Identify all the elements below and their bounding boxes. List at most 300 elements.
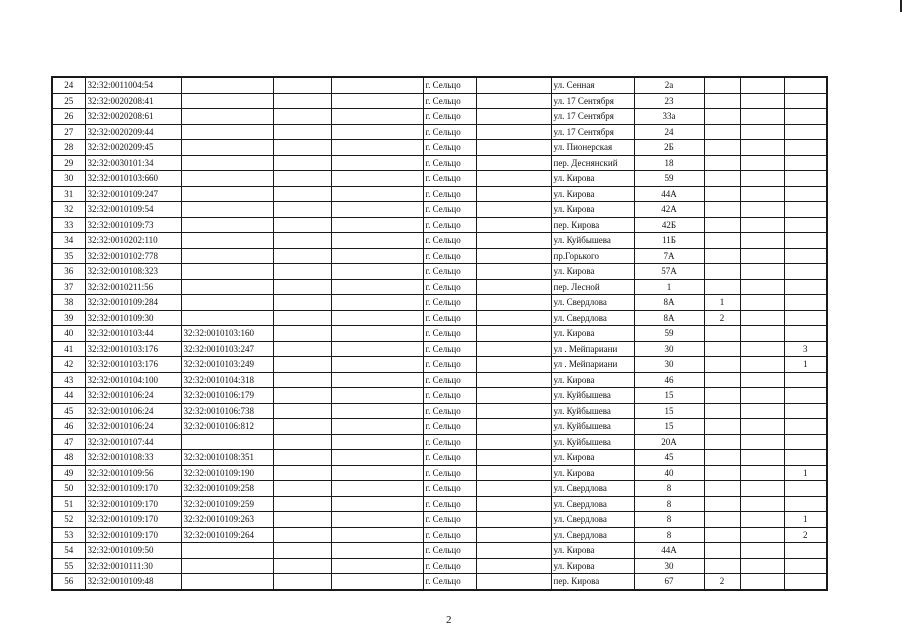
row-number-cell: 24 [52,77,85,93]
building-cell [704,248,740,264]
street-cell: ул. Кирова [551,264,634,280]
unit-cell [740,419,784,435]
table-row [52,388,827,404]
apartment-cell: 1 [784,465,827,481]
cadastral-number-cell: 32:32:0010103:44 [85,326,181,342]
apartment-cell [784,372,827,388]
city-cell: г. Сельцо [423,326,476,342]
table-row [52,341,827,357]
empty-cell [331,419,423,435]
street-cell: ул. Кирова [551,202,634,218]
empty-cell [273,326,331,342]
city-cell: г. Сельцо [423,574,476,590]
cadastral-number-2-cell: 32:32:0010108:351 [181,450,273,466]
street-cell: ул. Сенная [551,77,634,93]
empty-cell [476,558,551,574]
empty-cell [273,450,331,466]
unit-cell [740,295,784,311]
street-cell: ул. Пионерская [551,140,634,156]
empty-cell [331,93,423,109]
city-cell: г. Сельцо [423,202,476,218]
table-row [52,233,827,249]
empty-cell [331,403,423,419]
empty-cell [273,357,331,373]
unit-cell [740,434,784,450]
empty-cell [273,310,331,326]
table-row [52,465,827,481]
building-cell [704,264,740,280]
cadastral-number-2-cell [181,186,273,202]
apartment-cell [784,248,827,264]
empty-cell [273,558,331,574]
street-cell: пр.Горького [551,248,634,264]
row-number-cell: 39 [52,310,85,326]
cadastral-number-2-cell [181,77,273,93]
empty-cell [476,434,551,450]
city-cell: г. Сельцо [423,403,476,419]
row-number-cell: 34 [52,233,85,249]
empty-cell [476,77,551,93]
row-number-cell: 40 [52,326,85,342]
building-cell [704,465,740,481]
unit-cell [740,543,784,559]
house-number-cell: 15 [634,419,704,435]
street-cell: ул. Свердлова [551,496,634,512]
table-row [52,264,827,280]
street-cell: ул. Куйбышева [551,388,634,404]
table-row [52,124,827,140]
cadastral-number-2-cell [181,233,273,249]
house-number-cell: 24 [634,124,704,140]
unit-cell [740,109,784,125]
city-cell: г. Сельцо [423,140,476,156]
table-row [52,295,827,311]
empty-cell [273,465,331,481]
table-row [52,481,827,497]
building-cell [704,326,740,342]
empty-cell [273,574,331,590]
empty-cell [273,93,331,109]
empty-cell [476,450,551,466]
house-number-cell: 44А [634,543,704,559]
unit-cell [740,527,784,543]
house-number-cell: 15 [634,388,704,404]
house-number-cell: 8 [634,512,704,528]
empty-cell [476,481,551,497]
city-cell: г. Сельцо [423,109,476,125]
empty-cell [476,574,551,590]
cadastral-number-cell: 32:32:0010109:50 [85,543,181,559]
cadastral-number-2-cell: 32:32:0010106:179 [181,388,273,404]
cadastral-number-cell: 32:32:0010109:73 [85,217,181,233]
unit-cell [740,574,784,590]
empty-cell [273,202,331,218]
empty-cell [273,124,331,140]
building-cell [704,155,740,171]
empty-cell [476,233,551,249]
unit-cell [740,388,784,404]
empty-cell [273,217,331,233]
apartment-cell [784,264,827,280]
house-number-cell: 59 [634,326,704,342]
street-cell: ул. Свердлова [551,527,634,543]
empty-cell [273,295,331,311]
city-cell: г. Сельцо [423,295,476,311]
row-number-cell: 35 [52,248,85,264]
city-cell: г. Сельцо [423,388,476,404]
unit-cell [740,403,784,419]
street-cell: ул. Куйбышева [551,233,634,249]
empty-cell [273,388,331,404]
house-number-cell: 8 [634,481,704,497]
row-number-cell: 43 [52,372,85,388]
empty-cell [476,357,551,373]
empty-cell [331,295,423,311]
unit-cell [740,357,784,373]
building-cell [704,403,740,419]
cadastral-number-2-cell [181,140,273,156]
empty-cell [476,543,551,559]
table-row [52,450,827,466]
unit-cell [740,310,784,326]
unit-cell [740,77,784,93]
cadastral-number-2-cell: 32:32:0010109:258 [181,481,273,497]
house-number-cell: 8А [634,295,704,311]
row-number-cell: 45 [52,403,85,419]
cadastral-number-cell: 32:32:0010106:24 [85,419,181,435]
apartment-cell [784,186,827,202]
empty-cell [476,310,551,326]
empty-cell [476,93,551,109]
apartment-cell [784,93,827,109]
table-row [52,217,827,233]
cadastral-number-2-cell [181,574,273,590]
row-number-cell: 36 [52,264,85,280]
cadastral-number-cell: 32:32:0010106:24 [85,403,181,419]
unit-cell [740,171,784,187]
empty-cell [331,279,423,295]
empty-cell [331,77,423,93]
apartment-cell [784,326,827,342]
empty-cell [476,279,551,295]
cadastral-number-2-cell [181,155,273,171]
table-row [52,248,827,264]
row-number-cell: 38 [52,295,85,311]
cadastral-number-2-cell [181,558,273,574]
row-number-cell: 31 [52,186,85,202]
city-cell: г. Сельцо [423,481,476,497]
house-number-cell: 20А [634,434,704,450]
building-cell [704,217,740,233]
house-number-cell: 11Б [634,233,704,249]
empty-cell [476,171,551,187]
cadastral-number-cell: 32:32:0010109:56 [85,465,181,481]
cadastral-number-2-cell [181,310,273,326]
city-cell: г. Сельцо [423,248,476,264]
table-row [52,310,827,326]
empty-cell [476,496,551,512]
cadastral-number-cell: 32:32:0010104:100 [85,372,181,388]
empty-cell [331,341,423,357]
house-number-cell: 1 [634,279,704,295]
apartment-cell [784,109,827,125]
building-cell [704,543,740,559]
apartment-cell [784,124,827,140]
street-cell: ул. 17 Сентября [551,109,634,125]
building-cell [704,233,740,249]
empty-cell [476,124,551,140]
unit-cell [740,341,784,357]
house-number-cell: 46 [634,372,704,388]
empty-cell [476,140,551,156]
street-cell: ул. 17 Сентября [551,124,634,140]
empty-cell [476,155,551,171]
apartment-cell [784,388,827,404]
cadastral-number-cell: 32:32:0020208:61 [85,109,181,125]
cadastral-number-cell: 32:32:0010109:170 [85,496,181,512]
empty-cell [331,357,423,373]
cadastral-number-cell: 32:32:0010111:30 [85,558,181,574]
city-cell: г. Сельцо [423,171,476,187]
empty-cell [273,77,331,93]
cadastral-number-cell: 32:32:0010108:33 [85,450,181,466]
house-number-cell: 2а [634,77,704,93]
apartment-cell [784,77,827,93]
apartment-cell: 1 [784,512,827,528]
cadastral-number-cell: 32:32:0010107:44 [85,434,181,450]
street-cell: ул. Кирова [551,450,634,466]
empty-cell [476,248,551,264]
street-cell: ул. Свердлова [551,310,634,326]
cadastral-number-cell: 32:32:0010103:176 [85,357,181,373]
unit-cell [740,558,784,574]
building-cell: 2 [704,310,740,326]
city-cell: г. Сельцо [423,419,476,435]
building-cell [704,434,740,450]
cadastral-number-2-cell [181,279,273,295]
table-row [52,543,827,559]
cadastral-number-cell: 32:32:0010202:110 [85,233,181,249]
city-cell: г. Сельцо [423,186,476,202]
empty-cell [476,109,551,125]
row-number-cell: 55 [52,558,85,574]
city-cell: г. Сельцо [423,512,476,528]
street-cell: ул. Свердлова [551,295,634,311]
cadastral-number-cell: 32:32:0010109:247 [85,186,181,202]
street-cell: ул. Куйбышева [551,419,634,435]
empty-cell [331,326,423,342]
empty-cell [273,496,331,512]
building-cell [704,140,740,156]
cadastral-number-cell: 32:32:0020209:45 [85,140,181,156]
apartment-cell: 1 [784,357,827,373]
street-cell: ул. Кирова [551,465,634,481]
apartment-cell [784,481,827,497]
cadastral-number-2-cell [181,248,273,264]
city-cell: г. Сельцо [423,217,476,233]
cadastral-number-cell: 32:32:0010109:284 [85,295,181,311]
empty-cell [331,202,423,218]
building-cell [704,109,740,125]
house-number-cell: 2Б [634,140,704,156]
empty-cell [331,140,423,156]
empty-cell [331,171,423,187]
cadastral-number-2-cell: 32:32:0010109:264 [181,527,273,543]
street-cell: ул. Кирова [551,326,634,342]
empty-cell [331,450,423,466]
empty-cell [273,372,331,388]
empty-cell [273,140,331,156]
cadastral-number-2-cell [181,295,273,311]
empty-cell [273,543,331,559]
empty-cell [476,527,551,543]
street-cell: ул. Свердлова [551,481,634,497]
empty-cell [476,419,551,435]
cadastral-number-cell: 32:32:0010103:176 [85,341,181,357]
house-number-cell: 15 [634,403,704,419]
apartment-cell: 2 [784,527,827,543]
apartment-cell [784,310,827,326]
empty-cell [273,264,331,280]
table-row [52,558,827,574]
empty-cell [331,496,423,512]
empty-cell [476,388,551,404]
table-row [52,202,827,218]
empty-cell [331,233,423,249]
apartment-cell [784,140,827,156]
empty-cell [273,109,331,125]
table-row [52,109,827,125]
city-cell: г. Сельцо [423,357,476,373]
cadastral-number-2-cell: 32:32:0010103:247 [181,341,273,357]
row-number-cell: 28 [52,140,85,156]
row-number-cell: 47 [52,434,85,450]
empty-cell [273,419,331,435]
table-row [52,326,827,342]
cadastral-number-cell: 32:32:0010211:56 [85,279,181,295]
empty-cell [476,202,551,218]
city-cell: г. Сельцо [423,155,476,171]
city-cell: г. Сельцо [423,93,476,109]
page-number: 2 [446,614,452,626]
street-cell: ул. 17 Сентября [551,93,634,109]
unit-cell [740,248,784,264]
empty-cell [331,574,423,590]
cadastral-number-2-cell [181,109,273,125]
table-row [52,77,827,93]
empty-cell [331,155,423,171]
house-number-cell: 8 [634,527,704,543]
table-row [52,527,827,543]
unit-cell [740,481,784,497]
empty-cell [331,372,423,388]
apartment-cell [784,233,827,249]
unit-cell [740,264,784,280]
building-cell [704,124,740,140]
row-number-cell: 25 [52,93,85,109]
empty-cell [331,465,423,481]
cadastral-number-cell: 32:32:0010109:170 [85,527,181,543]
house-number-cell: 44А [634,186,704,202]
cadastral-number-cell: 32:32:0010109:170 [85,481,181,497]
apartment-cell [784,543,827,559]
street-cell: ул. Кирова [551,186,634,202]
empty-cell [476,326,551,342]
unit-cell [740,140,784,156]
street-cell: ул . Мейпариани [551,357,634,373]
empty-cell [331,124,423,140]
empty-cell [331,558,423,574]
empty-cell [273,341,331,357]
table-row [52,279,827,295]
apartment-cell [784,496,827,512]
unit-cell [740,93,784,109]
city-cell: г. Сельцо [423,450,476,466]
empty-cell [331,310,423,326]
house-number-cell: 42Б [634,217,704,233]
cadastral-number-2-cell: 32:32:0010109:259 [181,496,273,512]
table-row [52,186,827,202]
row-number-cell: 41 [52,341,85,357]
table-row [52,512,827,528]
table-row [52,419,827,435]
cadastral-number-cell: 32:32:0010108:323 [85,264,181,280]
city-cell: г. Сельцо [423,527,476,543]
house-number-cell: 40 [634,465,704,481]
table-row [52,155,827,171]
city-cell: г. Сельцо [423,558,476,574]
cadastral-number-2-cell [181,171,273,187]
cadastral-number-cell: 32:32:0030101:34 [85,155,181,171]
row-number-cell: 27 [52,124,85,140]
empty-cell [273,155,331,171]
row-number-cell: 30 [52,171,85,187]
empty-cell [273,279,331,295]
unit-cell [740,202,784,218]
city-cell: г. Сельцо [423,496,476,512]
empty-cell [331,481,423,497]
apartment-cell [784,558,827,574]
row-number-cell: 44 [52,388,85,404]
row-number-cell: 54 [52,543,85,559]
building-cell [704,202,740,218]
street-cell: ул. Кирова [551,171,634,187]
street-cell: ул. Куйбышева [551,434,634,450]
cadastral-number-2-cell: 32:32:0010103:160 [181,326,273,342]
city-cell: г. Сельцо [423,233,476,249]
empty-cell [273,403,331,419]
house-number-cell: 8 [634,496,704,512]
empty-cell [476,264,551,280]
house-number-cell: 57А [634,264,704,280]
street-cell: пер. Кирова [551,574,634,590]
house-number-cell: 59 [634,171,704,187]
city-cell: г. Сельцо [423,310,476,326]
unit-cell [740,186,784,202]
building-cell [704,372,740,388]
cadastral-number-2-cell: 32:32:0010109:190 [181,465,273,481]
cadastral-number-2-cell [181,217,273,233]
table-row [52,93,827,109]
house-number-cell: 18 [634,155,704,171]
cadastral-number-cell: 32:32:0010103:660 [85,171,181,187]
house-number-cell: 30 [634,357,704,373]
building-cell [704,77,740,93]
city-cell: г. Сельцо [423,465,476,481]
street-cell: ул . Мейпариани [551,341,634,357]
row-number-cell: 32 [52,202,85,218]
empty-cell [273,171,331,187]
